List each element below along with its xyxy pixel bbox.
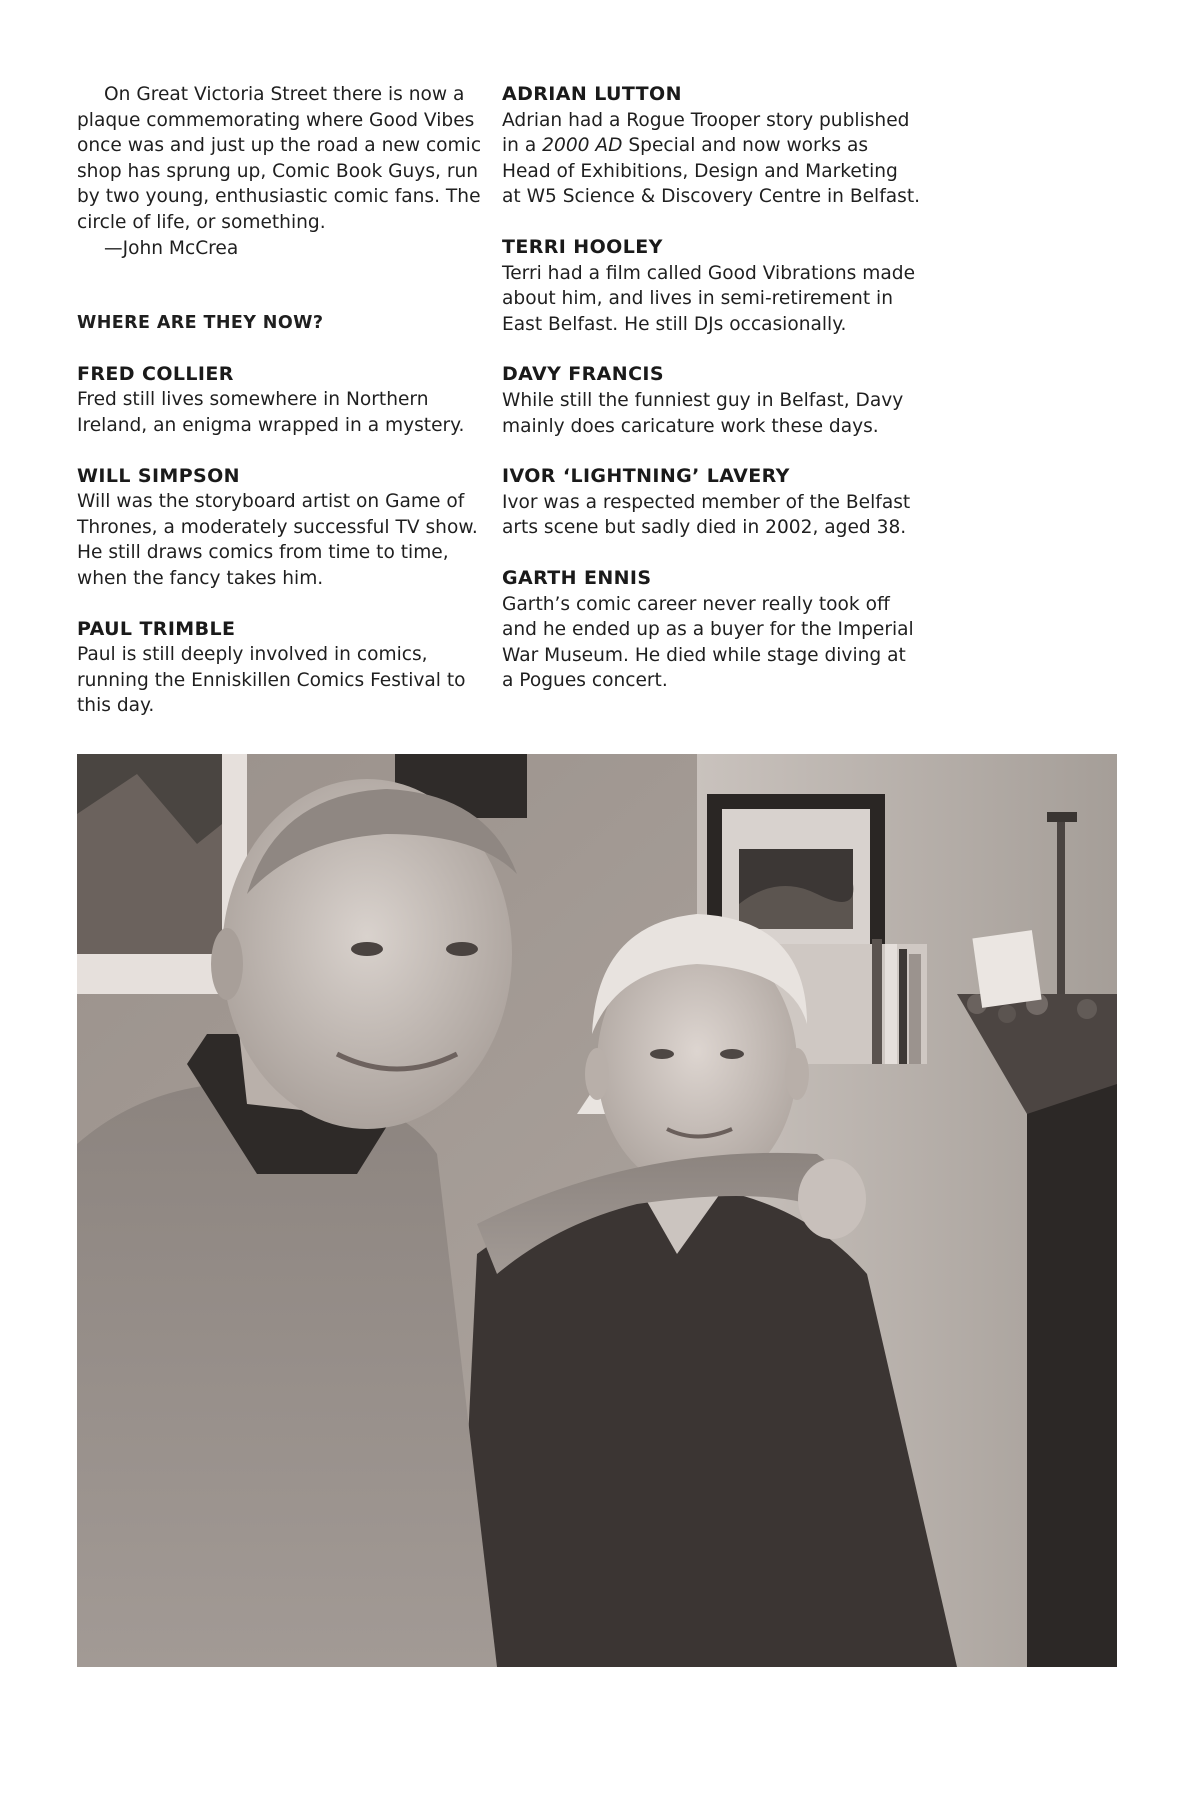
hand — [798, 1159, 866, 1239]
entry-terri-hooley — [502, 235, 922, 337]
author-signature: —John McCrea — [104, 237, 239, 259]
entry-name: FRED COLLIER — [77, 362, 234, 385]
greeting-card — [972, 930, 1041, 1008]
entry-garth-ennis — [502, 566, 922, 694]
entry-davy-francis — [502, 362, 922, 439]
entry-text — [502, 108, 922, 210]
portrait-photo — [77, 754, 1117, 1667]
entry-adrian-lutton — [502, 82, 922, 210]
entry-text: Fred still lives somewhere in Northern Ireland, an enigma wrapped in a mystery. — [77, 389, 465, 436]
publication-title: 2000 AD — [542, 135, 623, 157]
entry-name: ADRIAN LUTTON — [502, 83, 682, 105]
entry-text: Will was the storyboard artist on Game of Thrones, a moderately successful TV show. He still draws comics from time to time, when the fancy takes him. — [77, 491, 478, 589]
intro-paragraph: On Great Victoria Street there is now a plaque commemorating where Good Vibes once was and just up the road a new comic shop has sprung up, Comic Book Guys, run by two young, enthusiastic comic fans. The circle of life, or something. — [77, 84, 482, 233]
entry-text: Terri had a film called Good Vibrations made about him, and lives in semi-retirement in East Belfast. He still DJs occasionally. — [502, 262, 916, 335]
entry-text: Ivor was a respected member of the Belfast arts scene but sadly died in 2002, aged 38. — [502, 491, 911, 539]
entry-name: WILL SIMPSON — [77, 464, 240, 487]
entry-name: IVOR ‘LIGHTNING’ LAVERY — [502, 465, 790, 488]
entry-ivor-lavery — [502, 464, 922, 541]
entry-name: PAUL TRIMBLE — [77, 617, 236, 640]
entry-will-simpson — [77, 464, 482, 592]
section-heading: WHERE ARE THEY NOW? — [77, 313, 324, 334]
left-column — [77, 82, 482, 719]
entry-fred-collier — [77, 362, 482, 439]
entry-name: DAVY FRANCIS — [502, 363, 664, 386]
entry-text: While still the funniest guy in Belfast, Davy mainly does caricature work these days. — [502, 389, 904, 437]
photo-illustration — [77, 754, 1117, 1667]
entry-name: GARTH ENNIS — [502, 566, 652, 589]
entry-text: Paul is still deeply involved in comics, running the Enniskillen Comics Festival to this day. — [77, 644, 466, 717]
entry-text-end: Special and now works as Head of Exhibitions, Design and Marketing at W5 Science & Discovery Centre in Belfast. — [502, 135, 921, 208]
entry-text: Garth’s comic career never really took off and he ended up as a buyer for the Imperial War Museum. He died while stage diving at a Pogues concert. — [502, 593, 914, 692]
entry-text-start: Adrian had a Rogue Trooper story published in a — [502, 109, 910, 157]
entry-name: TERRI HOOLEY — [502, 235, 663, 258]
right-column — [502, 82, 922, 694]
entry-paul-trimble — [77, 617, 482, 719]
